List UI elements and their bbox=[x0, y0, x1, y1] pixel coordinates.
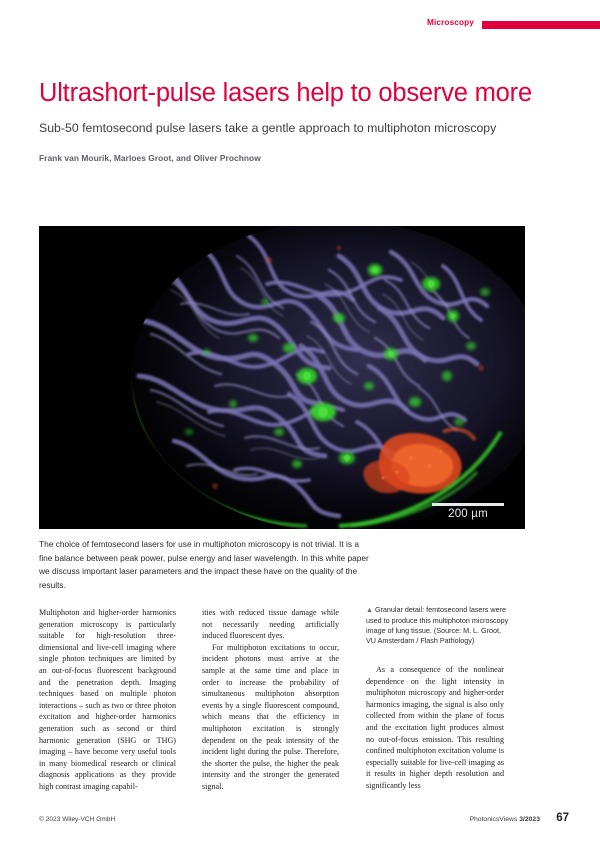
page-number: 67 bbox=[556, 812, 569, 824]
figure-caption-text: Granular detail: femtosecond lasers were used to produce this multiphoton microscopy image of lung tissue. (Source: M. L. Groot, VU Amsterdam / Flash Pathology) bbox=[366, 605, 509, 646]
article-subhead: Sub-50 femtosecond pulse lasers take a gentle approach to multiphoton microscopy bbox=[39, 121, 497, 135]
body-column-1 bbox=[39, 607, 176, 793]
running-head-accent-bar bbox=[482, 21, 600, 29]
microscopy-image bbox=[39, 226, 525, 529]
body-column-3 bbox=[366, 664, 504, 792]
article-byline: Frank van Mourik, Marloes Groot, and Oliver Prochnow bbox=[39, 152, 261, 163]
page-footer bbox=[0, 812, 600, 830]
paragraph: For multiphoton excitations to occur, incident photons must arrive at the sample at the same time and place in order to increase the probability of simultaneous multiphoton absorption events by a single fluorescent compound, which means that the efficiency in multiphoton excitation is strongly dependent on the peak intensity of the incident light during the pulse. Therefore, the shorter the pulse, the higher the peak intensity and the stronger the generated signal. bbox=[202, 642, 339, 791]
page-title: Ultrashort-pulse lasers help to observe more bbox=[39, 79, 532, 107]
scale-bar bbox=[425, 503, 511, 520]
scale-bar-line bbox=[432, 503, 504, 506]
journal-issue: 3/2023 bbox=[519, 816, 540, 823]
figure-caption bbox=[366, 605, 510, 646]
paragraph: ities with reduced tissue damage while not necessarily needing artificially induced fluorescent dyes. bbox=[202, 608, 339, 641]
journal-name: PhotonicsViews bbox=[469, 816, 518, 823]
body-column-2 bbox=[202, 607, 339, 793]
scale-bar-label: 200 µm bbox=[448, 508, 488, 520]
copyright-notice: © 2023 Wiley-VCH GmbH bbox=[39, 816, 116, 823]
paragraph: Multiphoton and higher-order harmonics generation microscopy is particularly suitable for high-resolution three-dimensional and live-cell imaging where single photon techniques are limited by an out-of-focus fluorescent background and the penetration depth. Imaging techniques based on multiple photon interactions – such as two or three photon excitation and higher-order harmonics generation such as second or third harmonic generation (SHG or THG) imaging – have become very useful tools in many biomedical research or clinical diagnosis applications as they provide high contrast imaging capabil- bbox=[39, 608, 176, 791]
title-block bbox=[39, 78, 539, 163]
section-label: Microscopy bbox=[427, 18, 474, 27]
running-head bbox=[0, 18, 600, 32]
caption-triangle-icon: ▲ bbox=[366, 607, 373, 614]
paragraph: As a consequence of the nonlinear dependence on the light intensity in multiphoton microscopy and higher-order harmonics imaging, the signal is also only collected from within the plane of focus and the excitation light produces almost no out-of-focus emission. This resulting confined multiphoton excitation volume is especially suitable for live-cell imaging as it results in higher depth resolution and significantly less bbox=[366, 665, 504, 790]
article-lead: The choice of femtosecond lasers for use in multiphoton microscopy is not trivial. It is a fine balance between peak power, pulse energy and laser wavelength. In this white paper we discuss important laser parameters and the impact these have on the quality of the results. bbox=[39, 539, 369, 590]
microscopy-figure bbox=[39, 226, 525, 529]
journal-info bbox=[469, 816, 540, 823]
